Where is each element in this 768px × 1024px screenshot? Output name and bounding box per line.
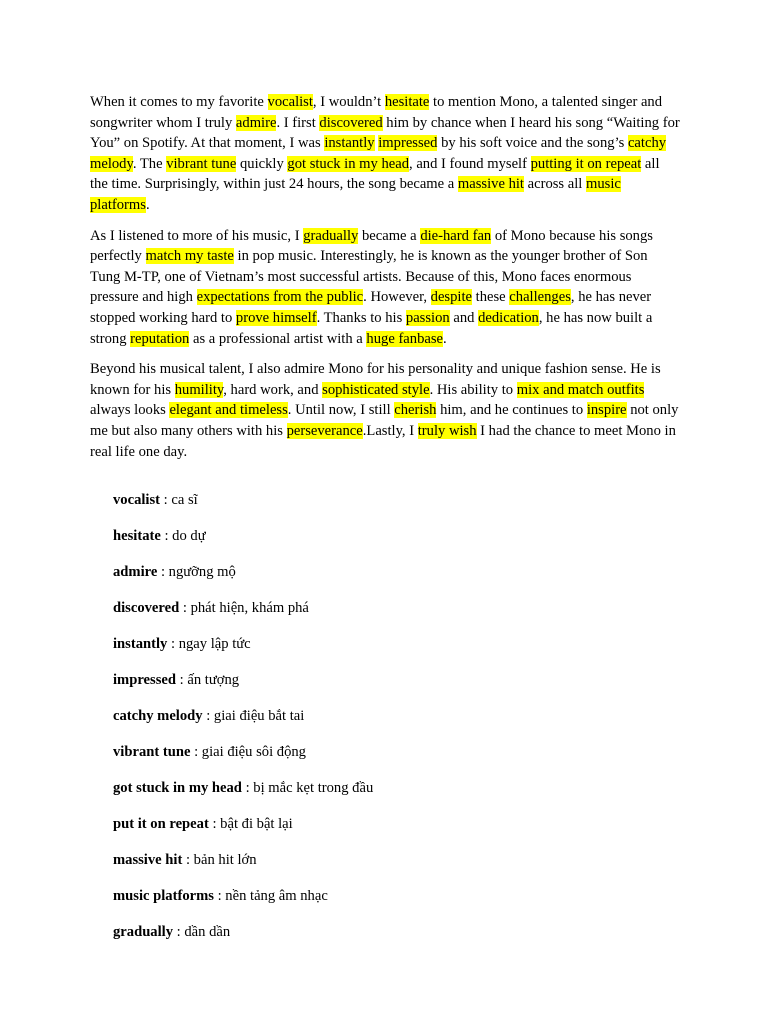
- vocab-term: instantly: [113, 636, 168, 653]
- highlighted-term: got stuck in my head: [287, 155, 410, 172]
- text-run: , he has now built a strong: [90, 309, 653, 347]
- vocab-item: [113, 562, 680, 598]
- text-run: , I wouldn’t: [312, 94, 385, 110]
- text-run: became a: [358, 227, 421, 244]
- text-run: in pop music. Interestingly, he is known as the younger brother of Son Tung M-TP, one of Vietnam’s most successful artists. Because of this, Mono faces enormous pressure and high: [90, 248, 648, 306]
- text-run: . I first: [276, 114, 320, 131]
- vocab-term: music platforms: [113, 888, 214, 905]
- text-run: I had the chance to meet Mono in real life one day.: [90, 422, 676, 460]
- text-run: always looks: [90, 402, 170, 419]
- highlighted-term: dedication: [478, 309, 539, 326]
- text-run: Beyond his musical talent, I also admire Mono for his personality and unique fashion sense. He is known for his: [90, 361, 661, 398]
- highlighted-term: prove himself: [235, 309, 317, 326]
- vocab-meaning: : bị mắc kẹt trong đầu: [241, 780, 374, 797]
- text-run: . Thanks to his: [316, 309, 406, 326]
- highlighted-term: impressed: [378, 135, 438, 152]
- highlighted-term: humility: [174, 381, 224, 398]
- highlighted-term: discovered: [319, 114, 383, 131]
- highlighted-term: die-hard fan: [420, 227, 492, 244]
- highlighted-term: sophisticated style: [322, 381, 430, 398]
- text-run: When it comes to my favorite: [90, 94, 268, 110]
- highlighted-term: mix and match outfits: [516, 381, 645, 398]
- highlighted-term: perseverance: [286, 422, 363, 439]
- text-run: him, and he continues to: [436, 402, 587, 419]
- highlighted-term: huge fanbase: [366, 330, 444, 347]
- vocab-term: admire: [113, 564, 158, 581]
- highlighted-term: expectations from the public: [196, 289, 364, 306]
- highlighted-term: gradually: [303, 227, 359, 244]
- text-run: , hard work, and: [223, 381, 323, 398]
- highlighted-term: inspire: [586, 402, 627, 419]
- highlighted-term: match my taste: [145, 248, 234, 265]
- vocab-item: [113, 814, 680, 850]
- text-run: . However,: [363, 289, 431, 306]
- highlighted-term: music platforms: [90, 176, 621, 213]
- vocab-meaning: : dần dần: [173, 924, 231, 941]
- vocab-term: discovered: [113, 600, 180, 617]
- highlighted-term: reputation: [130, 330, 190, 347]
- vocab-item: [113, 598, 680, 634]
- highlighted-term: admire: [235, 114, 277, 131]
- vocab-term: impressed: [113, 672, 176, 689]
- text-run: to mention Mono, a talented singer and songwriter whom I truly: [90, 94, 663, 131]
- vocab-term: gradually: [113, 924, 174, 941]
- highlighted-term: massive hit: [457, 176, 524, 193]
- highlighted-term: elegant and timeless: [169, 402, 288, 419]
- text-run: .: [443, 330, 447, 347]
- vocab-meaning: : ngưỡng mộ: [157, 564, 236, 581]
- highlighted-term: putting it on repeat: [530, 155, 642, 172]
- highlighted-term: hesitate: [384, 94, 430, 110]
- vocab-meaning: : ca sĩ: [160, 492, 198, 509]
- highlighted-term: truly wish: [417, 422, 477, 439]
- text-run: across all: [523, 176, 586, 193]
- vocab-meaning: : nền tảng âm nhạc: [213, 888, 328, 905]
- text-run: and: [449, 309, 479, 326]
- text-run: . Until now, I still: [287, 402, 395, 419]
- vocab-item: [113, 634, 680, 670]
- vocab-item: [113, 526, 680, 562]
- text-run: not only me but also many others with his: [90, 402, 679, 439]
- vocab-meaning: : giai điệu sôi động: [190, 744, 306, 761]
- paragraph-1: [90, 92, 680, 216]
- vocab-meaning: : phát hiện, khám phá: [179, 600, 309, 617]
- vocab-meaning: : ngay lập tức: [167, 636, 251, 653]
- text-run: by his soft voice and the song’s: [437, 135, 628, 152]
- highlighted-term: passion: [405, 309, 450, 326]
- vocab-item: [113, 742, 680, 778]
- text-run: , and I found myself: [409, 155, 531, 172]
- document-page: [90, 92, 680, 958]
- vocab-term: vocalist: [113, 492, 161, 509]
- vocab-meaning: : do dự: [160, 528, 206, 545]
- highlighted-term: challenges: [509, 289, 571, 306]
- highlighted-term: despite: [430, 289, 472, 306]
- vocab-item: [113, 706, 680, 742]
- vocab-item: [113, 922, 680, 958]
- essay-body: [90, 92, 680, 462]
- vocab-term: got stuck in my head: [113, 780, 242, 797]
- text-run: . His ability to: [429, 381, 517, 398]
- vocab-term: catchy melody: [113, 708, 203, 725]
- highlighted-term: cherish: [394, 402, 437, 419]
- text-run: of Mono because his songs perfectly: [90, 227, 653, 265]
- vocab-item: [113, 886, 680, 922]
- highlighted-term: instantly: [324, 135, 375, 152]
- vocabulary-list: [90, 490, 680, 958]
- highlighted-term: catchy melody: [90, 135, 667, 172]
- text-run: . The: [132, 155, 167, 172]
- paragraph-2: [90, 226, 680, 350]
- text-run: As I listened to more of his music, I: [90, 227, 304, 244]
- text-run: .: [145, 196, 150, 213]
- highlighted-term: vibrant tune: [166, 155, 237, 172]
- vocab-item: [113, 850, 680, 886]
- text-run: these: [472, 289, 510, 306]
- vocab-item: [113, 778, 680, 814]
- text-run: , he has never stopped working hard to: [90, 289, 652, 326]
- text-run: .Lastly, I: [362, 422, 418, 439]
- paragraph-3: [90, 359, 680, 462]
- vocab-meaning: : ấn tượng: [175, 672, 240, 689]
- text-run: all the time. Surprisingly, within just 24 hours, the song became a: [90, 155, 660, 193]
- vocab-meaning: : bật đi bật lại: [208, 816, 293, 833]
- text-run: as a professional artist with a: [189, 330, 367, 347]
- vocab-term: put it on repeat: [113, 816, 209, 833]
- vocab-item: [113, 670, 680, 706]
- vocab-term: massive hit: [113, 852, 183, 869]
- vocab-item: [113, 490, 680, 526]
- vocab-meaning: : bản hit lớn: [182, 852, 257, 869]
- vocab-term: vibrant tune: [113, 744, 191, 761]
- text-run: him by chance when I heard his song “Waiting for You” on Spotify. At that moment, I was: [90, 114, 680, 152]
- vocab-meaning: : giai điệu bắt tai: [202, 708, 305, 725]
- text-run: quickly: [236, 155, 288, 172]
- vocab-term: hesitate: [113, 528, 161, 545]
- highlighted-term: vocalist: [267, 94, 313, 110]
